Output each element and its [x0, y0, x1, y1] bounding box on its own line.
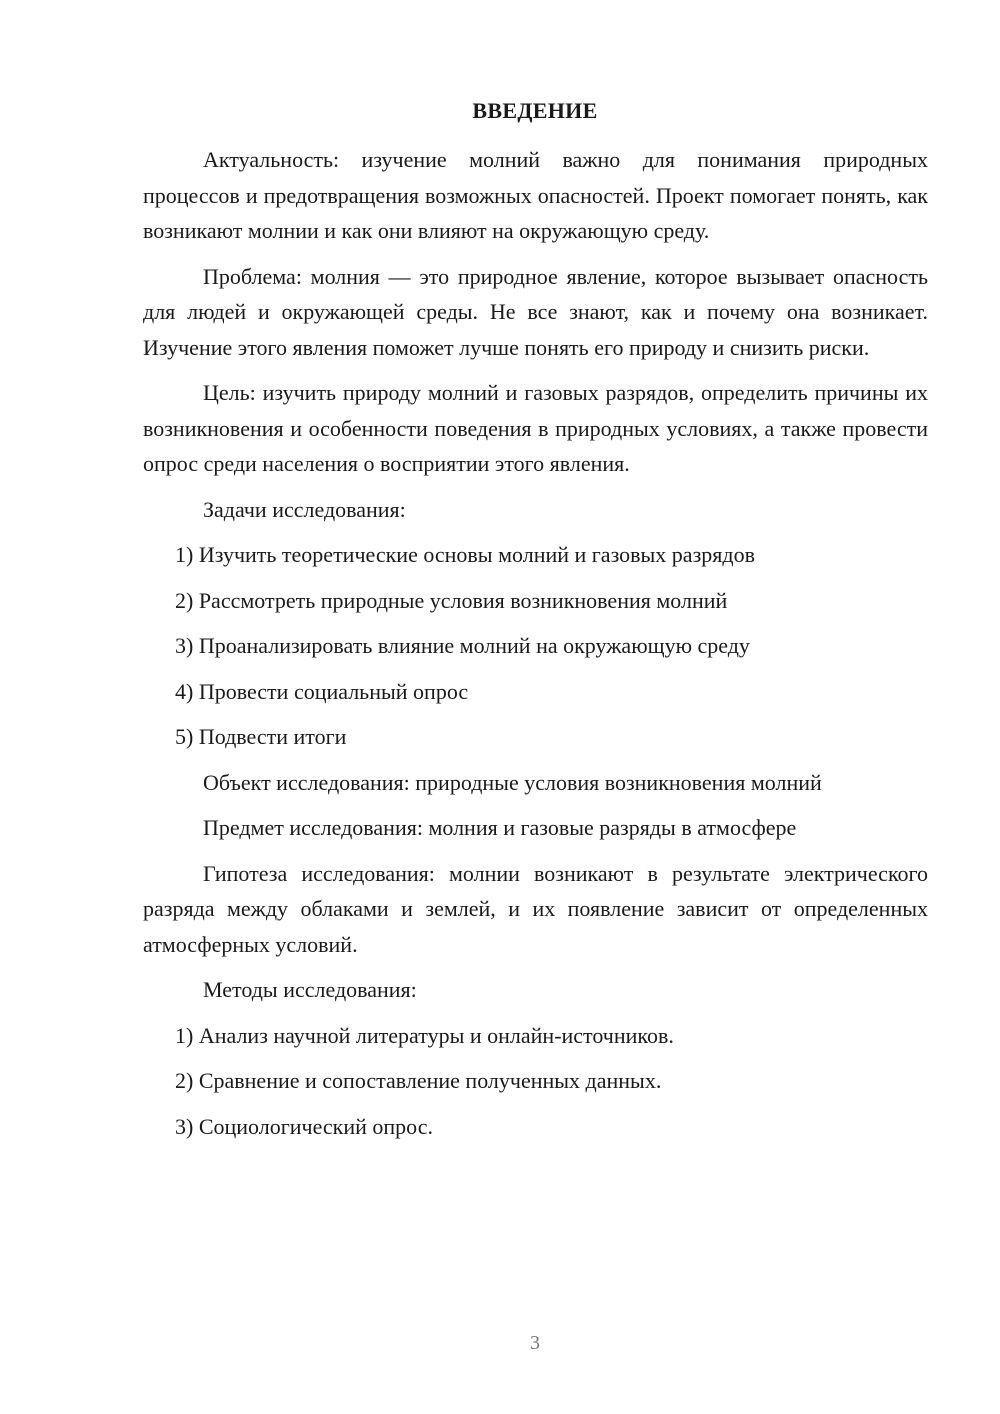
methods-heading: Методы исследования:: [203, 977, 417, 1002]
page-number: 3: [530, 1332, 540, 1354]
problem-paragraph: Проблема: молния — это природное явление, которое вызывает опасность для людей и окружающей среды. Не все знают, как и почему она возникает. Изучение этого явления поможет лучше понять его природу и снизить риски.: [143, 263, 928, 360]
research-object: Объект исследования: природные условия возникновения молний: [203, 769, 822, 795]
research-subject: Предмет исследования: молния и газовые разряды в атмосфере: [203, 815, 797, 840]
hypothesis-paragraph: Гипотеза исследования: молнии возникают в результате электрического разряда между облаками и землей, и их появление зависит от определенных атмосферных условий.: [143, 860, 928, 957]
list-item: 3) Социологический опрос.: [175, 1113, 433, 1139]
goal-paragraph: Цель: изучить природу молний и газовых разрядов, определить причины их возникновения и особенности поведения в природных условиях, а также провести опрос среди населения о восприятии этого явления.: [143, 380, 928, 476]
list-item: 5) Подвести итоги: [175, 724, 347, 749]
section-heading: ВВЕДЕНИЕ: [472, 98, 598, 123]
list-item: 1) Изучить теоретические основы молний и газовых разрядов: [175, 542, 755, 567]
list-item: 2) Сравнение и сопоставление полученных данных.: [175, 1068, 662, 1093]
tasks-heading: Задачи исследования:: [203, 496, 406, 522]
relevance-paragraph: Актуальность: изучение молний важно для понимания природных процессов и предотвращения возможных опасностей. Проект помогает понять, как возникают молнии и как они влияют на окружающую среду.: [143, 147, 928, 243]
list-item: 1) Анализ научной литературы и онлайн-источников.: [175, 1022, 674, 1048]
list-item: 3) Проанализировать влияние молний на окружающую среду: [175, 633, 750, 658]
methods-list: [143, 1018, 928, 1145]
list-item: 4) Провести социальный опрос: [175, 678, 469, 704]
tasks-list: [143, 537, 928, 755]
list-item: 2) Рассмотреть природные условия возникновения молний: [175, 587, 728, 613]
document-body: [143, 142, 928, 1154]
